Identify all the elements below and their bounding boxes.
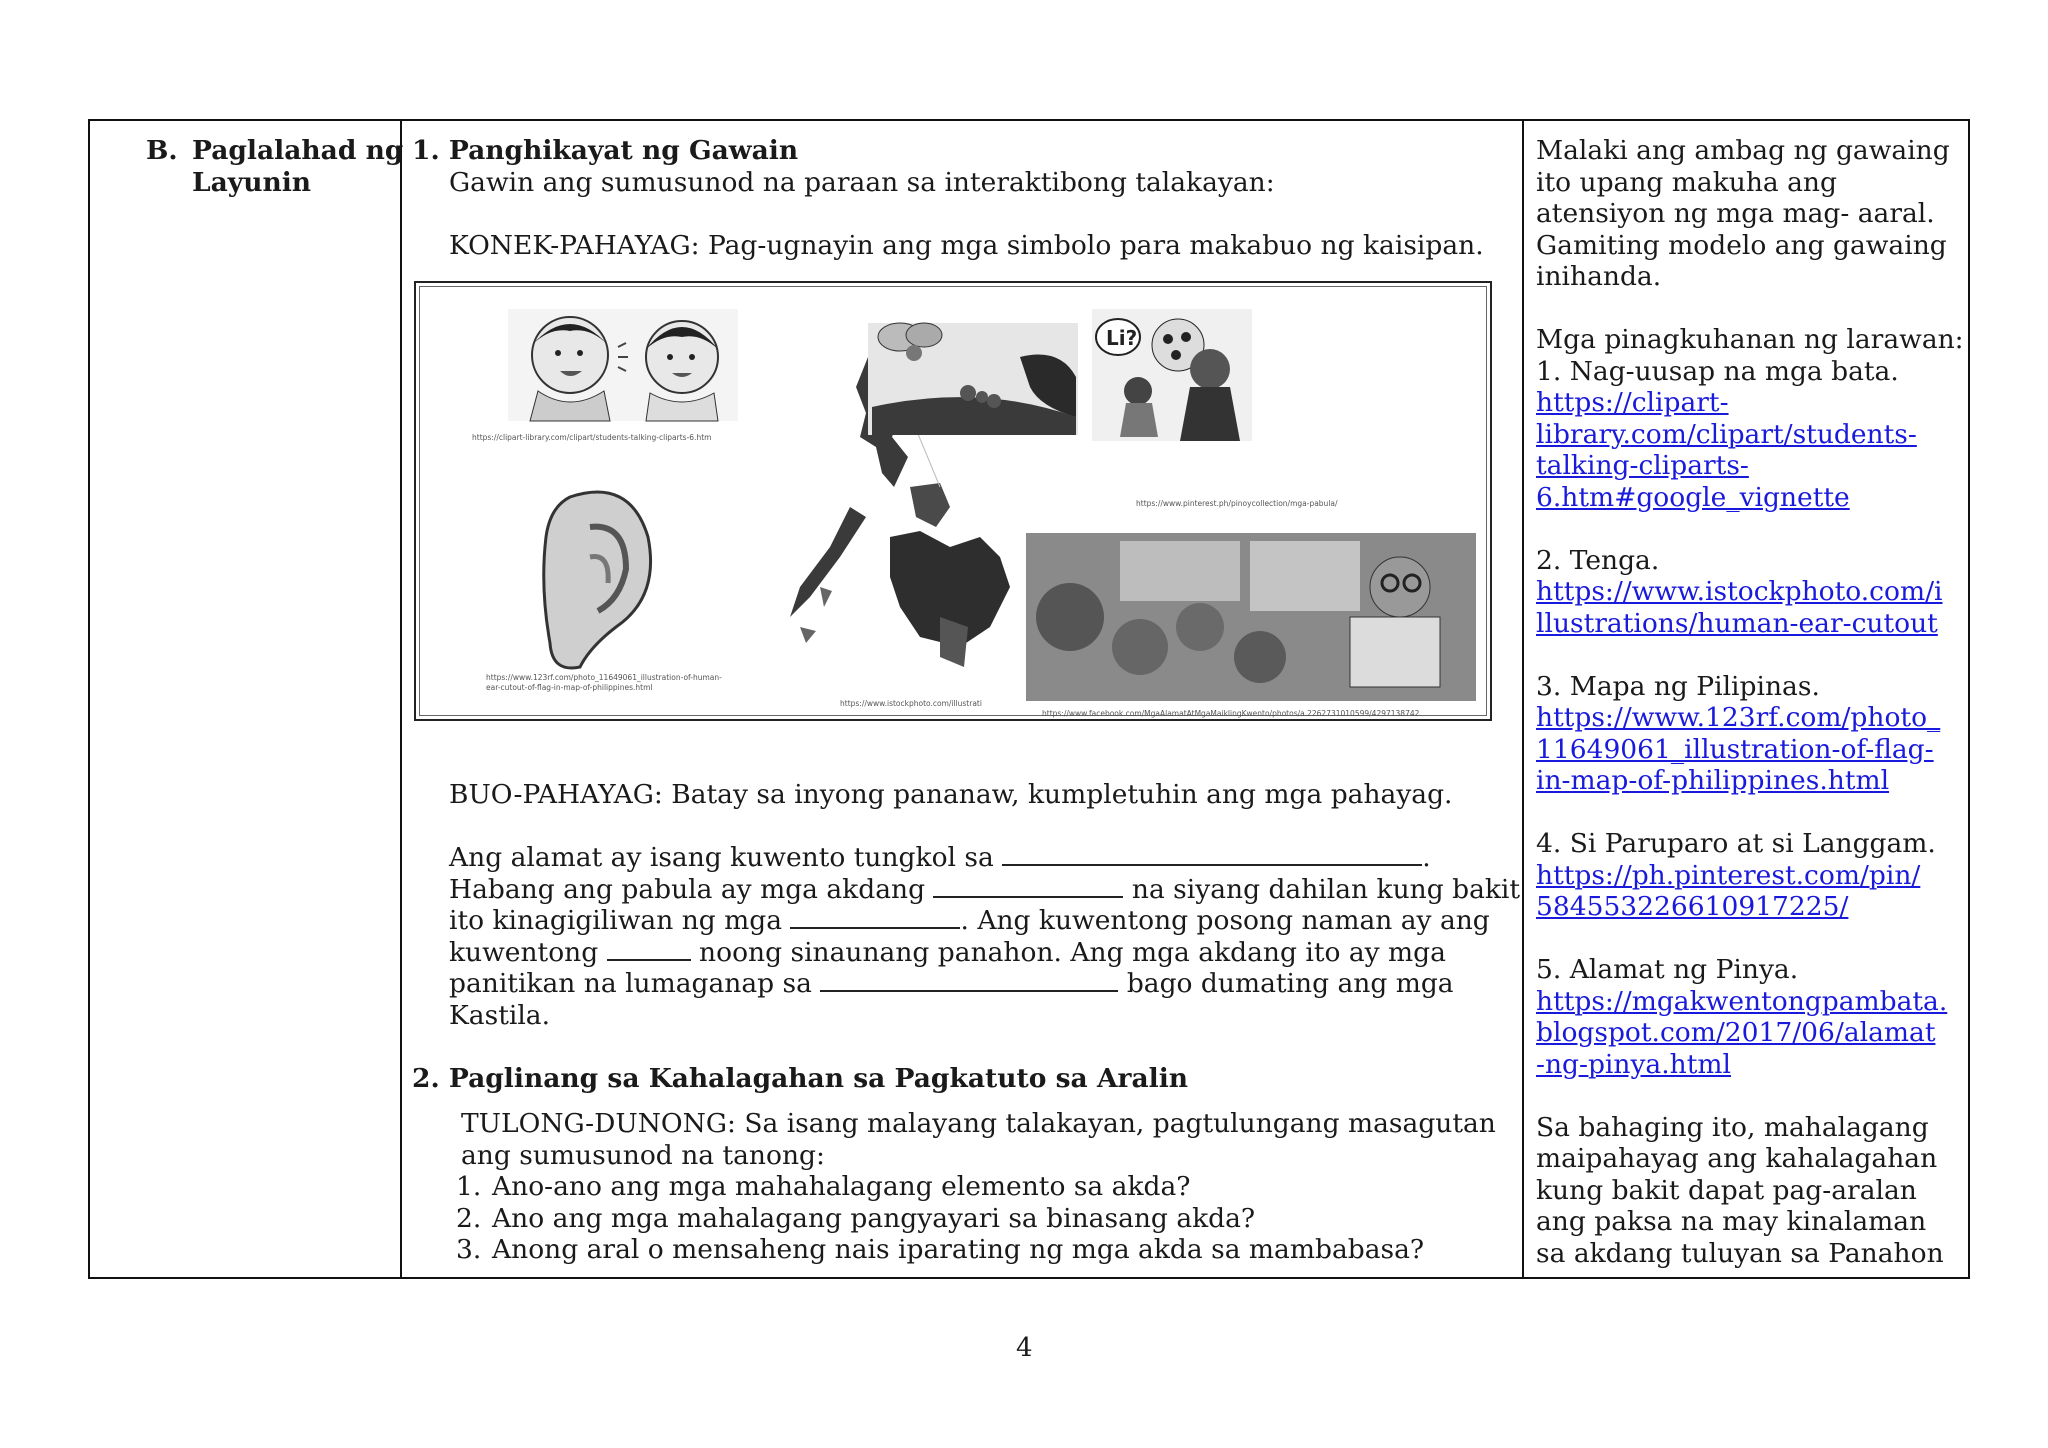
notes-line: maipahayag ang kahalagahan [1536, 1143, 1938, 1174]
source-3-label: 3. Mapa ng Pilipinas. [1536, 670, 1820, 702]
comic-characters-image [1092, 309, 1252, 441]
source-4-link[interactable]: https://ph.pinterest.com/pin/ [1536, 859, 1921, 891]
notes-line: kung bakit dapat pag-aralan [1536, 1174, 1917, 1206]
paragraph-line-3: ito kinagigiliwan ng mga . Ang kuwentong posong naman ay ang [449, 905, 1490, 936]
source-1-label: 1. Nag-uusap na mga bata. [1536, 355, 1899, 387]
source-3-link[interactable]: in-map-of-philippines.html [1536, 765, 1890, 796]
source-3-link[interactable]: 11649061_illustration-of-flag- [1536, 733, 1934, 765]
source-3-link[interactable]: https://www.123rf.com/photo_ [1536, 702, 1941, 733]
source-2-link[interactable]: llustrations/human-ear-cutout [1536, 607, 1938, 639]
blank-1[interactable] [1002, 842, 1422, 866]
page-number: 4 [1016, 1333, 1033, 1363]
blank-3[interactable] [790, 905, 960, 929]
source-1-link[interactable]: library.com/clipart/students- [1536, 418, 1917, 450]
notes-line: ang paksa na may kinalaman [1536, 1206, 1927, 1237]
notes-cell [1524, 121, 1968, 1277]
blank-4[interactable] [607, 937, 691, 961]
notes-line: sa akdang tuluyan sa Panahon [1536, 1237, 1944, 1269]
part2-intro-line1: TULONG-DUNONG: Sa isang malayang talakayan, pagtulungang masagutan [461, 1108, 1496, 1139]
notes-line: inihanda. [1536, 261, 1662, 292]
question-2: Ano ang mga mahalagang pangyayari sa binasang akda? [492, 1202, 1256, 1234]
paragraph-line-5: panitikan na lumaganap sa bago dumating ang mga [449, 968, 1454, 999]
lesson-plan-table [88, 119, 1970, 1279]
section-letter: B. [146, 135, 178, 166]
konek-pahayag: KONEK-PAHAYAG: Pag-ugnayin ang mga simbolo para makabuo ng kaisipan. [449, 229, 1484, 261]
notes-line: atensiyon ng mga mag- aaral. [1536, 198, 1935, 229]
blank-5[interactable] [820, 968, 1118, 992]
part1-heading: 1. Panghikayat ng Gawain [412, 135, 799, 166]
caption-cartoon-source: https://www.facebook.com/MgaAlamatAtMgaMaiklingKwento/photos/a.2262731010599/4297138742 [1042, 709, 1420, 718]
source-1-link[interactable]: https://clipart- [1536, 387, 1729, 418]
ear-image [544, 492, 651, 668]
question-3-number: 3. [456, 1234, 482, 1265]
caption-butterfly-source: https://www.pinterest.ph/pinoycollection/mga-pabula/ [1136, 499, 1338, 508]
section-label-cell [90, 121, 402, 1277]
paragraph-line-1: Ang alamat ay isang kuwento tungkol sa . [449, 842, 1431, 873]
caption-children-source: https://clipart-library.com/clipart/students-talking-cliparts-6.htm [472, 433, 712, 442]
notes-line: Malaki ang ambag ng gawaing [1536, 135, 1950, 166]
question-1-number: 1. [456, 1171, 482, 1202]
source-4-link[interactable]: 584553226610917225/ [1536, 891, 1849, 922]
source-5-label: 5. Alamat ng Pinya. [1536, 954, 1799, 985]
paragraph-line-4: kuwentong noong sinaunang panahon. Ang mga akdang ito ay mga [449, 936, 1446, 968]
speech-bubble-text: Li? [1106, 326, 1138, 350]
source-5-link[interactable]: https://mgakwentongpambata. [1536, 985, 1948, 1017]
source-1-link[interactable]: 6.htm#google_vignette [1536, 481, 1850, 513]
activity-cell [402, 121, 1524, 1277]
part2-heading: 2. Paglinang sa Kahalagahan sa Pagkatuto sa Aralin [412, 1062, 1189, 1094]
notes-line: ito upang makuha ang [1536, 166, 1837, 198]
section-title-line1: Paglalahad ng [192, 135, 404, 166]
source-1-link[interactable]: talking-cliparts- [1536, 450, 1749, 481]
source-5-link[interactable]: -ng-pinya.html [1536, 1048, 1731, 1080]
blank-2[interactable] [933, 874, 1123, 898]
cartoon-story-image [1026, 533, 1476, 701]
image-frame [419, 286, 1487, 716]
symbols-image-collage [414, 281, 1492, 721]
section-title-line2: Layunin [192, 166, 312, 198]
buo-pahayag: BUO-PAHAYAG: Batay sa inyong pananaw, kumpletuhin ang mga pahayag. [449, 779, 1453, 810]
talking-children-image [508, 309, 738, 421]
question-1: Ano-ano ang mga mahahalagang elemento sa akda? [492, 1171, 1191, 1202]
caption-ear-source: https://www.123rf.com/photo_11649061_illustration-of-human-ear-cutout-of-flag-in-map-of-philippines.html [486, 673, 722, 692]
sources-heading: Mga pinagkuhanan ng larawan: [1536, 324, 1964, 355]
source-5-link[interactable]: blogspot.com/2017/06/alamat [1536, 1017, 1936, 1048]
part1-intro: Gawin ang sumusunod na paraan sa interaktibong talakayan: [449, 166, 1275, 198]
question-3: Anong aral o mensaheng nais iparating ng mga akda sa mambabasa? [492, 1234, 1425, 1265]
notes-line: Sa bahaging ito, mahalagang [1536, 1111, 1929, 1143]
butterfly-ant-image [868, 323, 1078, 435]
paragraph-line-2: Habang ang pabula ay mga akdang na siyang dahilan kung bakit [449, 873, 1521, 905]
paragraph-line-6: Kastila. [449, 999, 551, 1031]
source-4-label: 4. Si Paruparo at si Langgam. [1536, 828, 1936, 859]
question-2-number: 2. [456, 1202, 482, 1234]
part2-intro-line2: ang sumusunod na tanong: [461, 1139, 825, 1171]
notes-line: Gamiting modelo ang gawaing [1536, 229, 1947, 261]
source-2-link[interactable]: https://www.istockphoto.com/i [1536, 576, 1943, 607]
source-2-label: 2. Tenga. [1536, 544, 1660, 576]
caption-map-source: https://www.istockphoto.com/illustrati [840, 699, 982, 708]
